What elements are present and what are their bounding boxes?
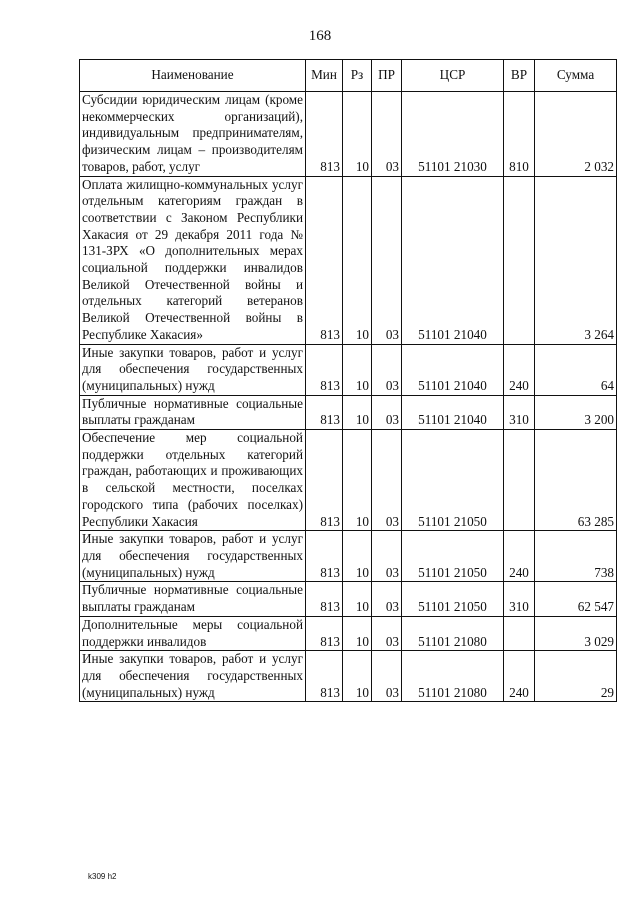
row-vr (504, 616, 535, 650)
row-sum: 64 (535, 344, 617, 395)
row-rz: 10 (343, 616, 372, 650)
table-row (80, 344, 617, 395)
row-min: 813 (306, 651, 343, 702)
row-rz: 10 (343, 651, 372, 702)
row-name: Обеспечение мер социальной поддержки отдельных категорий граждан, работающих и проживающих в сельской местности, поселках городского типа (рабочих поселках) Республики Хакасия (80, 430, 306, 531)
row-name: Оплата жилищно-коммунальных услуг отдельным категориям граждан в соответствии с Законом Республики Хакасия от 29 декабря 2011 года № 131-ЗРХ «О дополнительных мерах социальной поддержки инвалидов Великой Отечественной войны и отдельных категорий ветеранов Великой Отечественной войны в Республике Хакасия» (80, 176, 306, 344)
row-vr: 810 (504, 92, 535, 177)
table-row (80, 531, 617, 582)
page-number: 168 (308, 28, 332, 44)
row-csr: 51101 21080 (402, 651, 504, 702)
row-sum: 29 (535, 651, 617, 702)
header-pr: ПР (372, 60, 402, 92)
row-rz: 10 (343, 92, 372, 177)
row-min: 813 (306, 582, 343, 616)
row-rz: 10 (343, 531, 372, 582)
row-name: Иные закупки товаров, работ и услуг для обеспечения государственных (муниципальных) нужд (80, 344, 306, 395)
row-min: 813 (306, 616, 343, 650)
row-min: 813 (306, 344, 343, 395)
row-pr: 03 (372, 344, 402, 395)
row-rz: 10 (343, 430, 372, 531)
row-vr: 310 (504, 395, 535, 429)
row-pr: 03 (372, 651, 402, 702)
budget-table (79, 59, 617, 702)
table-row (80, 176, 617, 344)
row-name: Публичные нормативные социальные выплаты гражданам (80, 582, 306, 616)
table-row (80, 92, 617, 177)
row-sum: 63 285 (535, 430, 617, 531)
table-row (80, 616, 617, 650)
row-csr: 51101 21030 (402, 92, 504, 177)
row-vr (504, 176, 535, 344)
row-pr: 03 (372, 176, 402, 344)
row-pr: 03 (372, 531, 402, 582)
row-rz: 10 (343, 344, 372, 395)
row-vr (504, 430, 535, 531)
row-name: Публичные нормативные социальные выплаты гражданам (80, 395, 306, 429)
row-csr: 51101 21050 (402, 582, 504, 616)
row-name: Иные закупки товаров, работ и услуг для обеспечения государственных (муниципальных) нужд (80, 531, 306, 582)
row-name: Иные закупки товаров, работ и услуг для обеспечения государственных (муниципальных) нужд (80, 651, 306, 702)
footer-code: k309 h2 (88, 872, 117, 881)
table-row (80, 651, 617, 702)
table-row (80, 582, 617, 616)
table-row (80, 430, 617, 531)
row-rz: 10 (343, 582, 372, 616)
row-min: 813 (306, 92, 343, 177)
row-min: 813 (306, 395, 343, 429)
row-vr: 310 (504, 582, 535, 616)
header-csr: ЦСР (402, 60, 504, 92)
header-name: Наименование (80, 60, 306, 92)
row-pr: 03 (372, 395, 402, 429)
row-name: Субсидии юридическим лицам (кроме некоммерческих организаций), индивидуальным предпринимателям, физическим лицам – производителям товаров, работ, услуг (80, 92, 306, 177)
row-sum: 3 264 (535, 176, 617, 344)
row-pr: 03 (372, 582, 402, 616)
row-csr: 51101 21080 (402, 616, 504, 650)
row-vr: 240 (504, 651, 535, 702)
row-sum: 738 (535, 531, 617, 582)
row-min: 813 (306, 430, 343, 531)
header-rz: Рз (343, 60, 372, 92)
table-row (80, 395, 617, 429)
row-csr: 51101 21040 (402, 344, 504, 395)
row-rz: 10 (343, 176, 372, 344)
header-min: Мин (306, 60, 343, 92)
row-csr: 51101 21050 (402, 430, 504, 531)
row-name: Дополнительные меры социальной поддержки инвалидов (80, 616, 306, 650)
row-csr: 51101 21040 (402, 395, 504, 429)
header-sum: Сумма (535, 60, 617, 92)
row-pr: 03 (372, 430, 402, 531)
row-pr: 03 (372, 92, 402, 177)
row-min: 813 (306, 176, 343, 344)
row-vr: 240 (504, 344, 535, 395)
row-sum: 62 547 (535, 582, 617, 616)
row-csr: 51101 21040 (402, 176, 504, 344)
row-sum: 3 029 (535, 616, 617, 650)
row-pr: 03 (372, 616, 402, 650)
row-csr: 51101 21050 (402, 531, 504, 582)
row-min: 813 (306, 531, 343, 582)
row-rz: 10 (343, 395, 372, 429)
header-vr: ВР (504, 60, 535, 92)
row-sum: 3 200 (535, 395, 617, 429)
row-vr: 240 (504, 531, 535, 582)
table-header-row (80, 60, 617, 92)
row-sum: 2 032 (535, 92, 617, 177)
